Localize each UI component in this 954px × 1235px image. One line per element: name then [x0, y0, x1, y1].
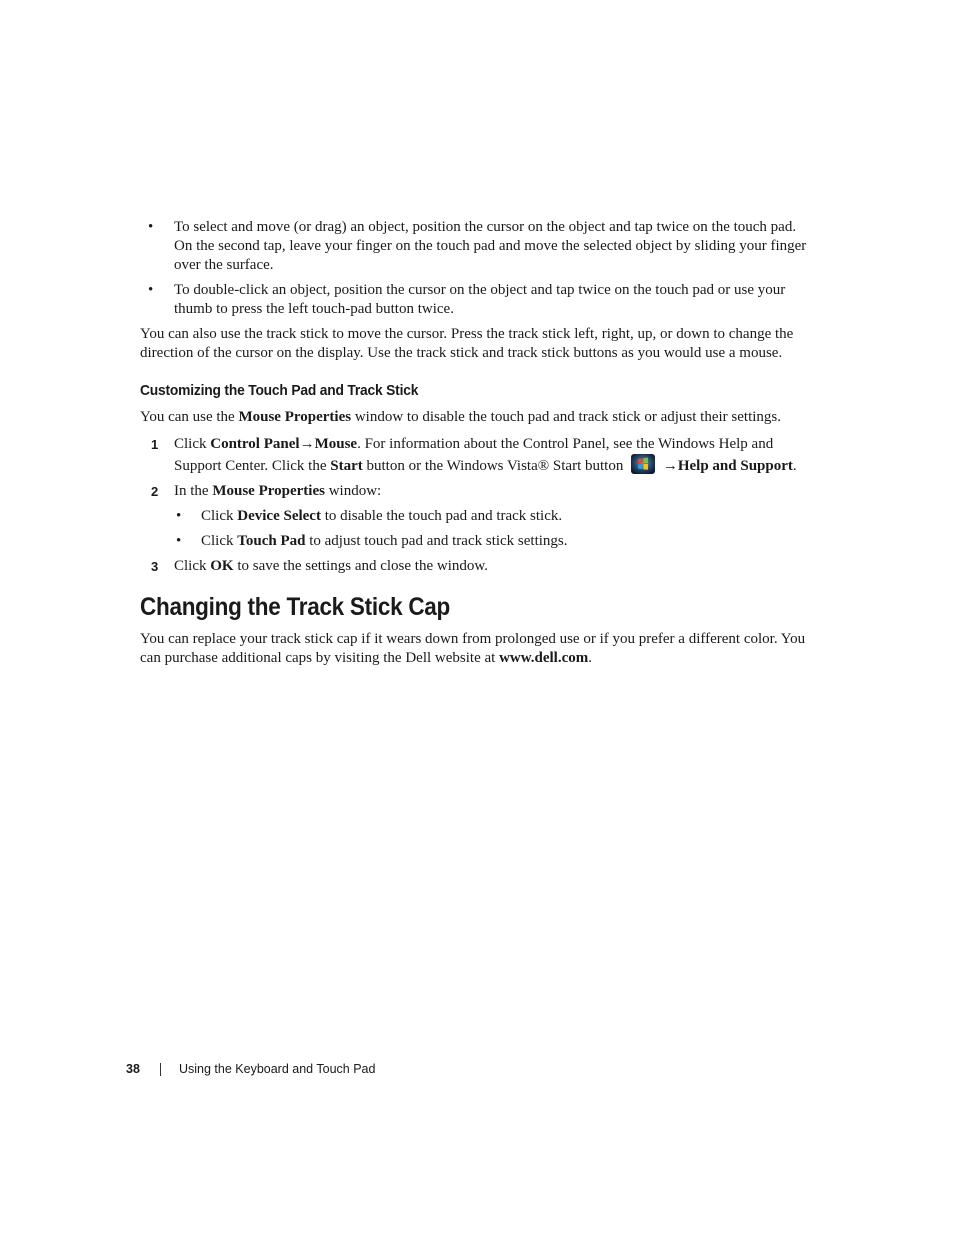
customizing-intro: You can use the Mouse Properties window to disable the touch pad and track stick or adjust their settings.	[140, 409, 782, 425]
touch-pad-term: Touch Pad	[237, 533, 306, 549]
windows-vista-start-icon	[631, 454, 655, 474]
changing-heading: Changing the Track Stick Cap	[140, 593, 451, 621]
step-1: 1 Click Control Panel→Mouse. For information about the Control Panel, see the Windows Help and Support Center. Click the Start button or the Windows Vista® Start button →Help and Support.	[151, 436, 797, 474]
start-term: Start	[330, 458, 363, 474]
arrow-glyph: →	[299, 436, 315, 452]
help-and-support-term: Help and Support	[677, 458, 793, 474]
footer-divider	[160, 1063, 161, 1076]
device-select-term: Device Select	[237, 508, 321, 524]
step-number: 3	[151, 559, 159, 574]
step-2: 2 In the Mouse Properties window: • Click Device Select to disable the touch pad and track stick. • Click Touch Pad to adjust touch pad and track stick settings.	[140, 482, 815, 551]
mouse-properties-term: Mouse Properties	[238, 409, 352, 425]
steps-list	[140, 435, 815, 576]
footer-section-title: Using the Keyboard and Touch Pad	[179, 1062, 376, 1076]
list-item: • Click Device Select to disable the touch pad and track stick.	[174, 507, 815, 526]
control-panel-term: Control Panel	[210, 436, 300, 452]
list-item: • To double-click an object, position the cursor on the object and tap twice on the touch pad or use your thumb to press the left touch-pad button twice.	[140, 281, 815, 319]
track-stick-paragraph: You can also use the track stick to move the cursor. Press the track stick left, right, up, or down to change the direction of the cursor on the display. Use the track stick and track stick buttons as you would use a mouse.	[140, 326, 794, 361]
page-footer	[126, 1062, 375, 1076]
mouse-properties-term: Mouse Properties	[212, 483, 325, 499]
customizing-heading: Customizing the Touch Pad and Track Stick	[140, 382, 419, 399]
step-number: 2	[151, 484, 159, 499]
list-item: • Click Touch Pad to adjust touch pad and track stick settings.	[174, 532, 815, 551]
ok-term: OK	[210, 558, 234, 574]
step-number: 1	[151, 437, 159, 452]
step-2-sub-list	[174, 507, 815, 551]
list-item: • To select and move (or drag) an object, position the cursor on the object and tap twice on the touch pad. On the second tap, leave your finger on the touch pad and move the selected object by sliding your finger over the surface.	[140, 218, 815, 275]
intro-bullet-list	[140, 218, 815, 319]
mouse-term: Mouse	[314, 436, 358, 452]
arrow-glyph: →	[662, 458, 678, 474]
changing-paragraph: You can replace your track stick cap if it wears down from prolonged use or if you prefer a different color. You can purchase additional caps by visiting the Dell website at www.dell.com.	[140, 631, 806, 666]
page-content	[140, 218, 815, 676]
step-3: 3 Click OK to save the settings and close the window.	[151, 558, 488, 574]
page-number: 38	[126, 1062, 140, 1076]
dell-website-link: www.dell.com	[499, 650, 589, 666]
